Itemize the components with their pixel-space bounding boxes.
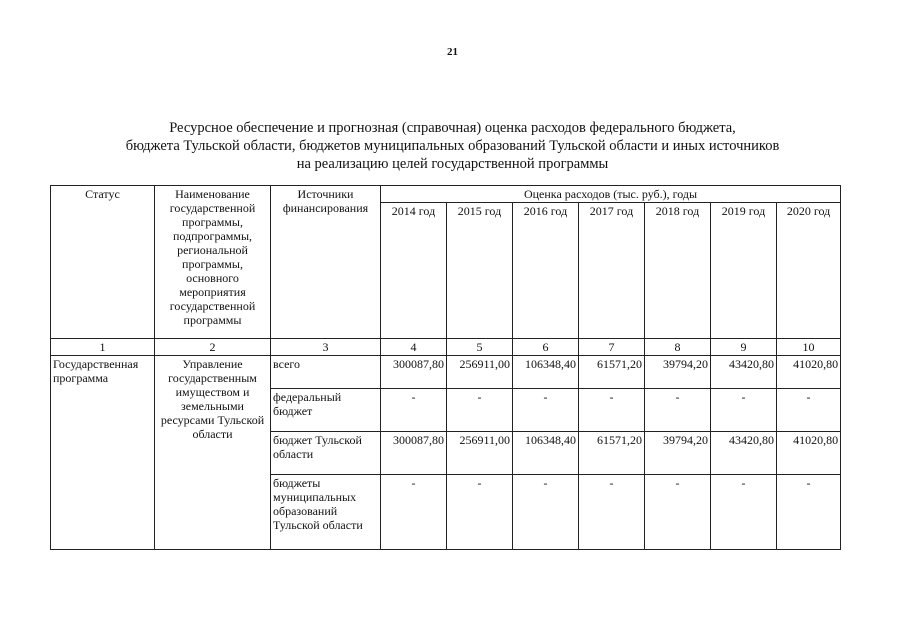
value-cell: -	[711, 475, 777, 550]
value-cell: 61571,20	[579, 432, 645, 475]
value-cell: -	[381, 475, 447, 550]
value-cell: 39794,20	[645, 356, 711, 389]
column-number: 5	[447, 339, 513, 356]
title-line: бюджета Тульской области, бюджетов муниципальных образований Тульской области и иных источников	[125, 138, 780, 154]
column-number: 8	[645, 339, 711, 356]
value-cell: -	[645, 389, 711, 432]
value-cell: -	[579, 389, 645, 432]
column-number: 10	[777, 339, 841, 356]
value-cell: 300087,80	[381, 356, 447, 389]
source-cell: федеральный бюджет	[271, 389, 381, 432]
header-year: 2018 год	[645, 203, 711, 339]
value-cell: 39794,20	[645, 432, 711, 475]
column-number: 4	[381, 339, 447, 356]
source-cell: бюджет Тульской области	[271, 432, 381, 475]
source-cell: бюджеты муниципальных образований Тульской области	[271, 475, 381, 550]
header-year: 2014 год	[381, 203, 447, 339]
column-number: 1	[51, 339, 155, 356]
document-title	[60, 119, 845, 173]
header-year: 2020 год	[777, 203, 841, 339]
value-cell: 106348,40	[513, 356, 579, 389]
value-cell: -	[447, 389, 513, 432]
value-cell: 106348,40	[513, 432, 579, 475]
value-cell: 256911,00	[447, 432, 513, 475]
value-cell: 61571,20	[579, 356, 645, 389]
header-sources: Источники финансирования	[271, 186, 381, 339]
value-cell: -	[513, 475, 579, 550]
budget-table	[50, 185, 841, 550]
header-year: 2016 год	[513, 203, 579, 339]
column-number: 2	[155, 339, 271, 356]
value-cell: 256911,00	[447, 356, 513, 389]
column-number: 9	[711, 339, 777, 356]
header-year: 2015 год	[447, 203, 513, 339]
value-cell: -	[579, 475, 645, 550]
value-cell: 43420,80	[711, 356, 777, 389]
source-cell: всего	[271, 356, 381, 389]
value-cell: 41020,80	[777, 356, 841, 389]
value-cell: -	[645, 475, 711, 550]
header-status: Статус	[51, 186, 155, 339]
status-cell: Государственная программа	[51, 356, 155, 550]
page-number: 21	[447, 46, 458, 58]
title-line: Ресурсное обеспечение и прогнозная (справочная) оценка расходов федерального бюджета,	[169, 120, 736, 136]
value-cell: -	[447, 475, 513, 550]
header-year: 2019 год	[711, 203, 777, 339]
title-line: на реализацию целей государственной программы	[296, 156, 609, 172]
value-cell: -	[513, 389, 579, 432]
header-name: Наименование государственной программы, подпрограммы, региональной программы, основного мероприятия государственной программы	[155, 186, 271, 339]
value-cell: -	[711, 389, 777, 432]
header-year: 2017 год	[579, 203, 645, 339]
program-name-cell: Управление государственным имуществом и земельными ресурсами Тульской области	[155, 356, 271, 550]
value-cell: -	[777, 475, 841, 550]
value-cell: 300087,80	[381, 432, 447, 475]
table-row	[51, 356, 841, 389]
column-number-row	[51, 339, 841, 356]
column-number: 6	[513, 339, 579, 356]
value-cell: -	[381, 389, 447, 432]
column-number: 3	[271, 339, 381, 356]
value-cell: 41020,80	[777, 432, 841, 475]
value-cell: 43420,80	[711, 432, 777, 475]
header-estimate: Оценка расходов (тыс. руб.), годы	[381, 186, 841, 203]
column-number: 7	[579, 339, 645, 356]
value-cell: -	[777, 389, 841, 432]
